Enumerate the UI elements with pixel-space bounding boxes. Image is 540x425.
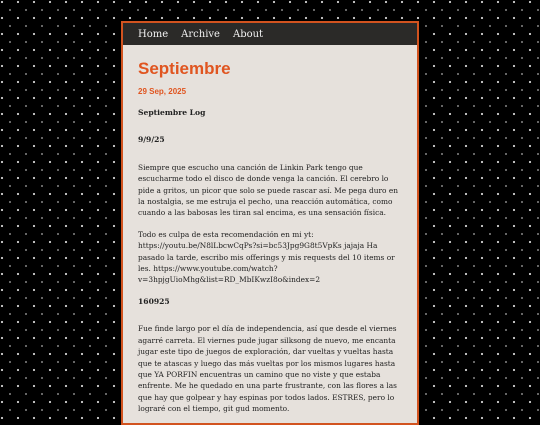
post-date: 29 Sep, 2025 xyxy=(138,87,187,96)
entry-date-heading: 9/9/25 xyxy=(138,135,165,145)
paragraph: Todo es culpa de esta recomendación en mi yt: https://youtu.be/N8lLbcwCqPs?si=bc53Jpg9G8t5VpKs jajaja Ha pasado la tarde, escribo mis offerings y mis requests del 10 items or les. https://www.youtube.com/watch?v=3hpjgUioMhg&list=RD_MbIKwzI8o&index=2 xyxy=(138,229,395,285)
nav-archive-link[interactable]: Archive xyxy=(181,28,220,40)
post-body xyxy=(138,107,402,415)
paragraph: Siempre que escucho una canción de Linkin Park tengo que escucharme todo el disco de donde venga la canción. El cerebro lo pide a gritos, un picor que solo se puede rascar así. Me pega duro en la nostalgia, se me estruja el pecho, una reacción automática, como cuando a las babosas les tiran sal encima, es una sensación física. xyxy=(138,162,398,218)
entry-date-heading: 160925 xyxy=(138,296,170,306)
paragraph: Fue finde largo por el día de independencia, así que desde el viernes agarré carreta. El viernes pude jugar silksong de nuevo, me encanta jugar este tipo de juegos de exploración, dar vueltas y vueltas hasta que te atascas y luego das más vueltas por los mismos lugares hasta que YA PORFIN encuentras un camino que no viste y que estaba enfrente. Me he quedado en una parte frustrante, con las flores a las que hay que golpear y hay espinas por todos lados. ESTRES, pero lo lograré con el tiempo, git gud momento. xyxy=(138,324,397,414)
nav-home-link[interactable]: Home xyxy=(138,28,169,40)
page-frame xyxy=(121,21,419,425)
nav-about-link[interactable]: About xyxy=(232,28,264,40)
top-nav xyxy=(123,23,417,45)
post-content xyxy=(123,45,417,415)
post-heading: Septiembre Log xyxy=(138,108,206,117)
post-title: Septiembre xyxy=(138,59,231,78)
